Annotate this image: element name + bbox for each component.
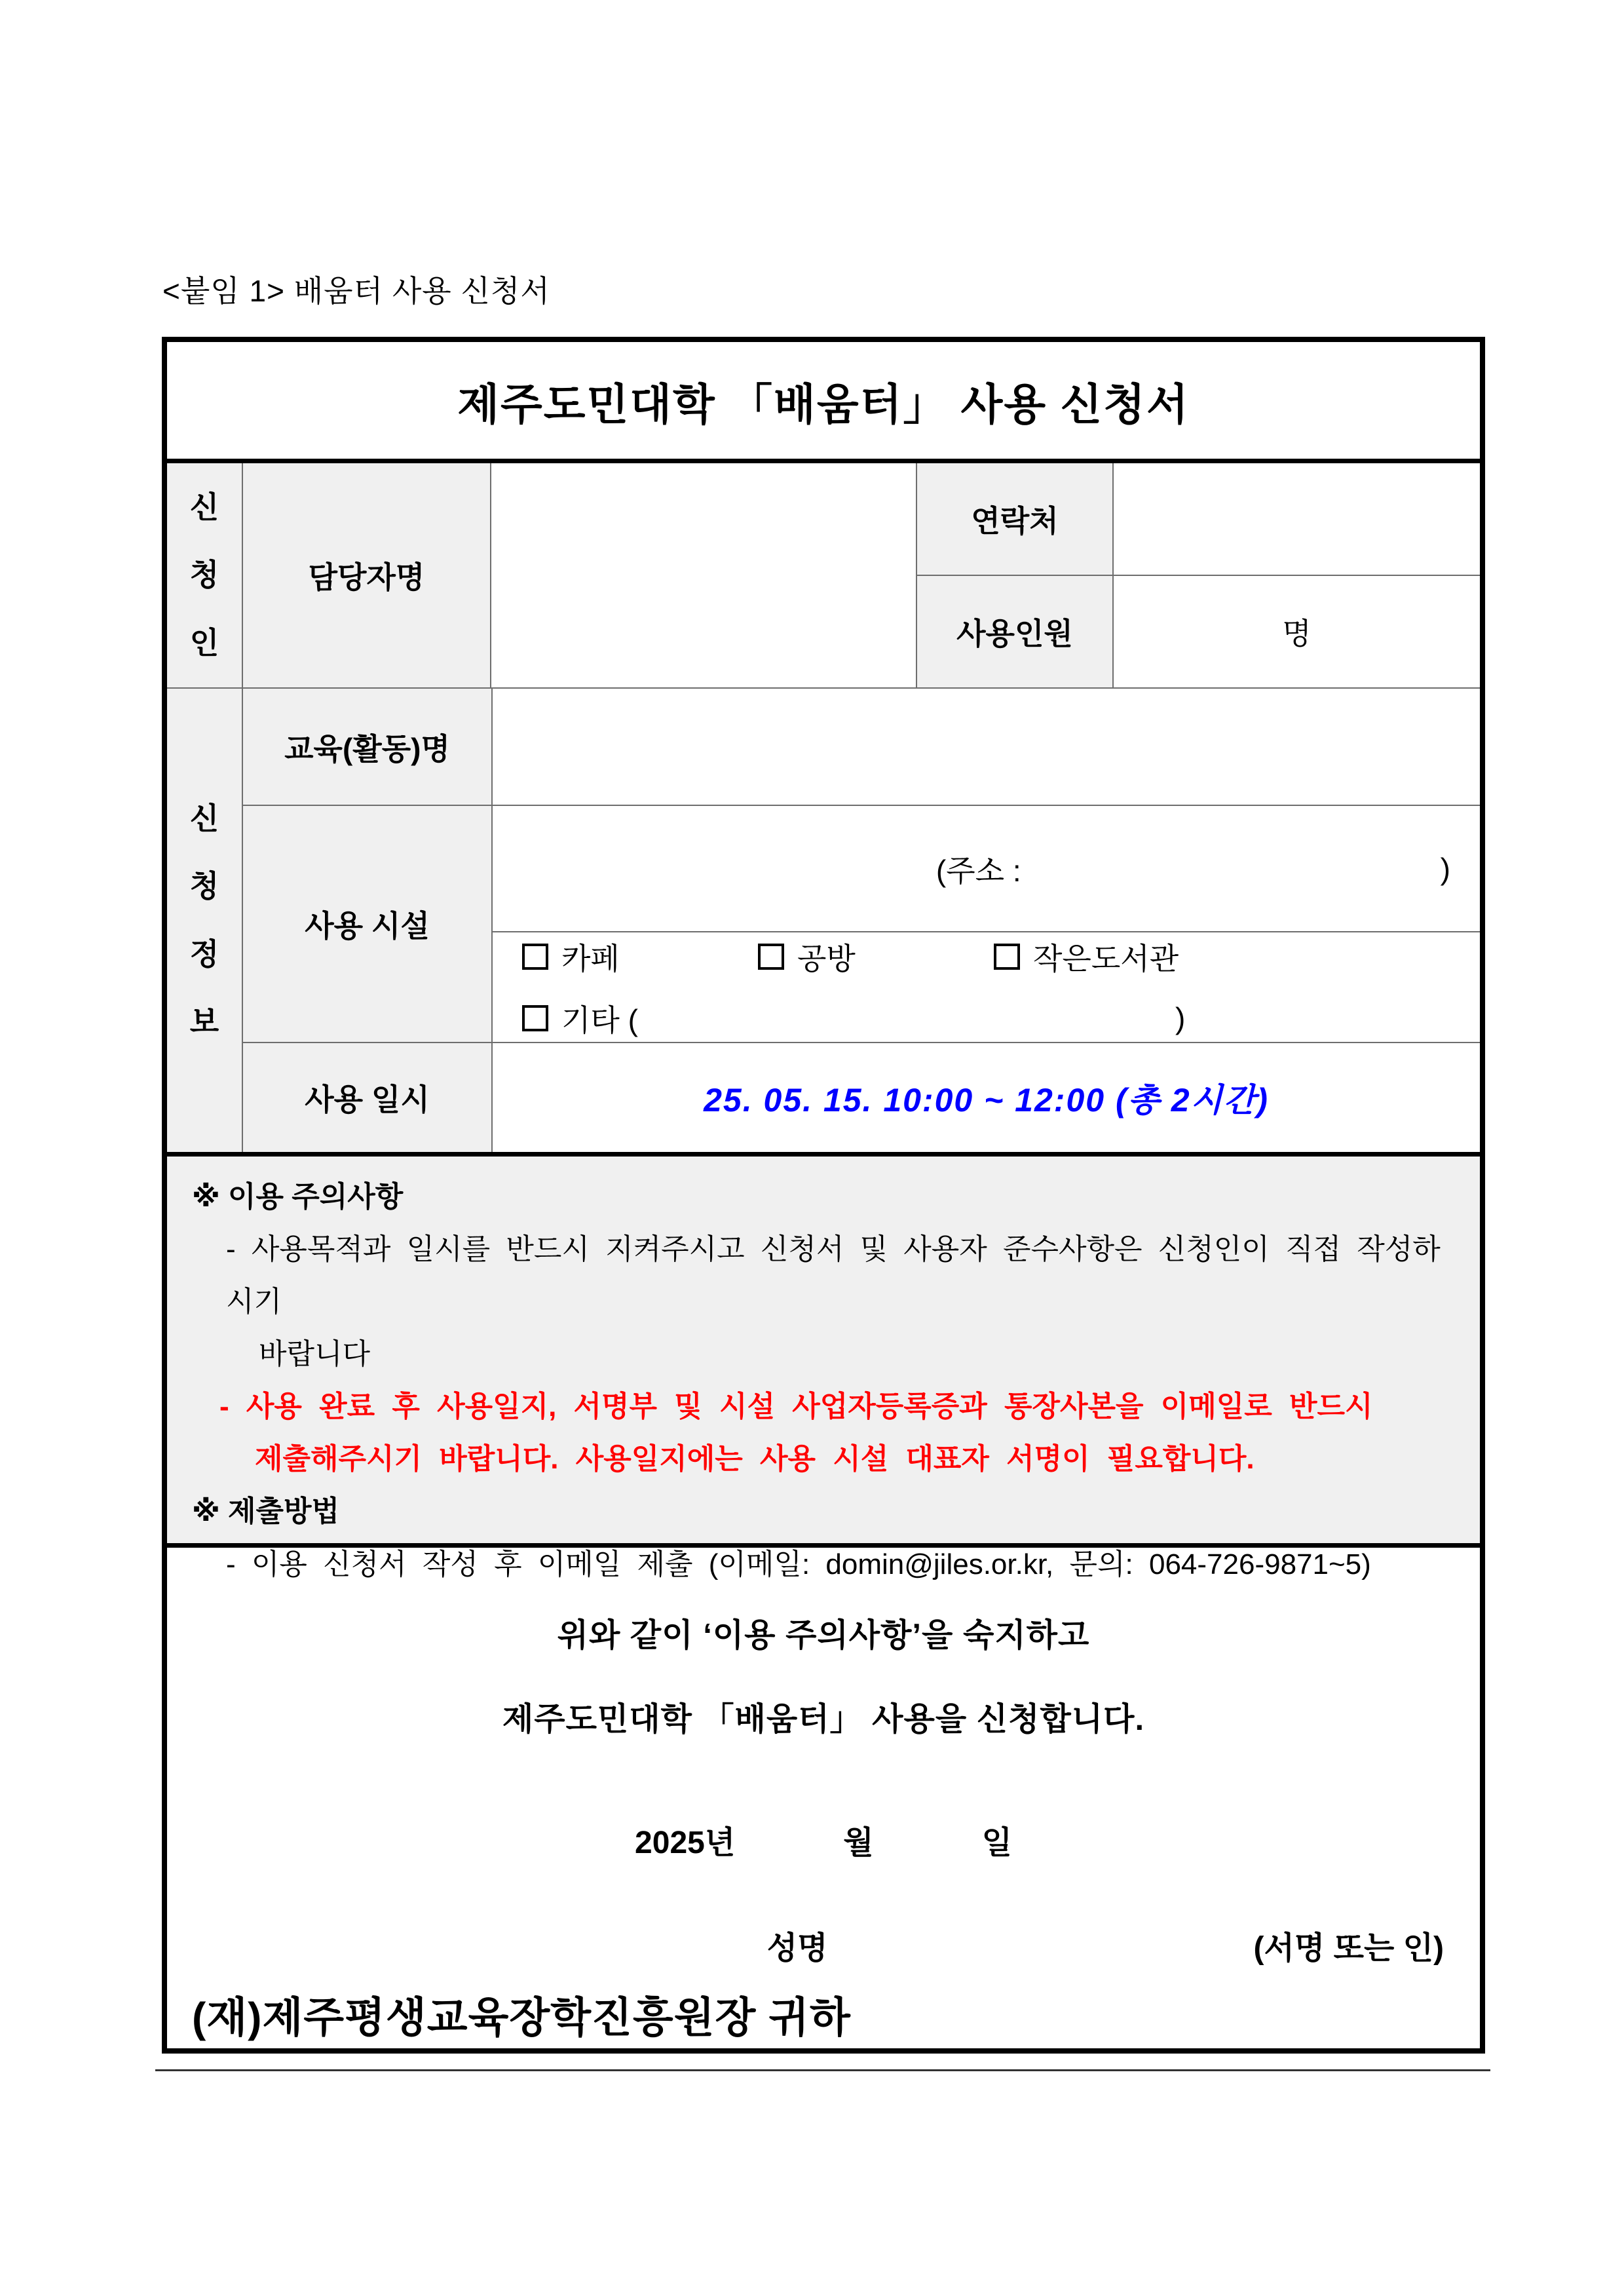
library-label: 작은도서관: [1033, 941, 1179, 976]
workshop-label: 공방: [797, 941, 856, 976]
info-section-label: [167, 689, 242, 1152]
manager-name-label-cell: [242, 463, 490, 687]
sign-note: (서명 또는 인): [1253, 1931, 1444, 1966]
usage-notes-section: [167, 1152, 1480, 1580]
program-value-cell: [491, 689, 1480, 805]
date-day: 일: [981, 1826, 1012, 1860]
name-label: 성명: [766, 1931, 828, 1966]
manager-name-label: 담당자명: [308, 560, 425, 594]
program-label-cell: [243, 689, 491, 805]
headcount-subrow: [917, 575, 1480, 687]
date-year: 2025년: [635, 1826, 736, 1860]
caution-line-2: 바랍니다: [259, 1338, 371, 1371]
caution-red-line-1: - 사용 완료 후 사용일지, 서명부 및 시설 사업자등록증과 통장사본을 이메일로 반드시: [219, 1390, 1373, 1423]
contact-label-cell: [917, 463, 1112, 575]
info-section-label-text: 신청정보: [189, 801, 219, 1039]
facility-address-line: [493, 806, 1480, 931]
program-row: [243, 689, 1480, 805]
address-prefix: (주소 :: [935, 853, 1021, 888]
submit-heading: ※ 제출방법: [192, 1495, 340, 1528]
headcount-unit: 명: [1282, 617, 1312, 651]
manager-name-value-cell: [490, 463, 916, 687]
facility-other-line: [522, 997, 1480, 1040]
other-label: 기타 (: [561, 1003, 638, 1037]
caution-red-line-2: 제출해주시기 바랍니다. 사용일지에는 사용 시설 대표자 서명이 필요합니다.: [255, 1443, 1255, 1476]
caution-heading: ※ 이용 주의사항: [192, 1181, 404, 1213]
footer-divider: [155, 2069, 1490, 2071]
other-suffix: ): [1175, 1001, 1186, 1035]
facility-option-workshop: [758, 935, 994, 978]
facility-option-other: [522, 997, 638, 1040]
date-line: [167, 1817, 1480, 1862]
datetime-value: 25. 05. 15. 10:00 ~ 12:00 (총 2시간): [704, 1082, 1269, 1119]
library-checkbox-icon: [994, 944, 1020, 970]
datetime-value-cell: [491, 1043, 1480, 1152]
date-month: 월: [843, 1826, 874, 1860]
application-form-table: [162, 337, 1485, 2054]
facility-row: [243, 805, 1480, 1042]
workshop-checkbox-icon: [758, 944, 784, 970]
facility-option-cafe: [522, 935, 758, 978]
declaration-line-2: 제주도민대학 「배움터」 사용을 신청합니다.: [502, 1702, 1145, 1737]
recipient-line: (재)제주평생교육장학진흥원장 귀하: [192, 1994, 851, 2041]
applicant-row: [167, 463, 1480, 687]
other-checkbox-icon: [522, 1005, 548, 1031]
caution-line-1: - 사용목적과 일시를 반드시 지켜주시고 신청서 및 사용자 준수사항은 신청인이 직접 작성하시기: [226, 1233, 1441, 1318]
datetime-label-cell: [243, 1043, 491, 1152]
info-right-block: [242, 689, 1480, 1152]
form-title-row: [167, 342, 1480, 463]
applicant-section-label-text: 신청인: [189, 489, 219, 660]
cafe-label: 카페: [561, 941, 620, 976]
datetime-row: [243, 1042, 1480, 1152]
address-suffix: ): [1440, 851, 1450, 886]
datetime-label: 사용 일시: [305, 1082, 430, 1117]
facility-options-area: [493, 931, 1480, 1042]
headcount-label-cell: [917, 576, 1112, 687]
applicant-section-label: [167, 463, 242, 687]
signature-line: [167, 1923, 1480, 1968]
facility-options-line: [522, 935, 1480, 978]
submit-line: - 이용 신청서 작성 후 이메일 제출 (이메일: domin@jiles.or.kr, 문의: 064-726-9871~5): [226, 1548, 1371, 1580]
facility-label-cell: [243, 806, 491, 1042]
contact-label: 연락처: [971, 504, 1059, 538]
declaration-section: [167, 1543, 1480, 2048]
facility-value-cell: [491, 806, 1480, 1042]
facility-label: 사용 시설: [305, 909, 430, 943]
info-section: [167, 687, 1480, 1152]
headcount-label: 사용인원: [956, 617, 1073, 651]
applicant-right-block: [916, 463, 1480, 687]
declaration-line-1: 위와 같이 ‘이용 주의사항’을 숙지하고: [557, 1618, 1090, 1653]
contact-value-cell: [1112, 463, 1480, 575]
cafe-checkbox-icon: [522, 944, 548, 970]
attachment-label: <붙임 1> 배움터 사용 신청서: [162, 274, 550, 308]
facility-option-library: [994, 935, 1179, 978]
program-label: 교육(활동)명: [284, 731, 450, 766]
form-title: 제주도민대학 「배움터」 사용 신청서: [457, 379, 1190, 429]
contact-subrow: [917, 463, 1480, 575]
headcount-value-cell: [1112, 576, 1480, 687]
